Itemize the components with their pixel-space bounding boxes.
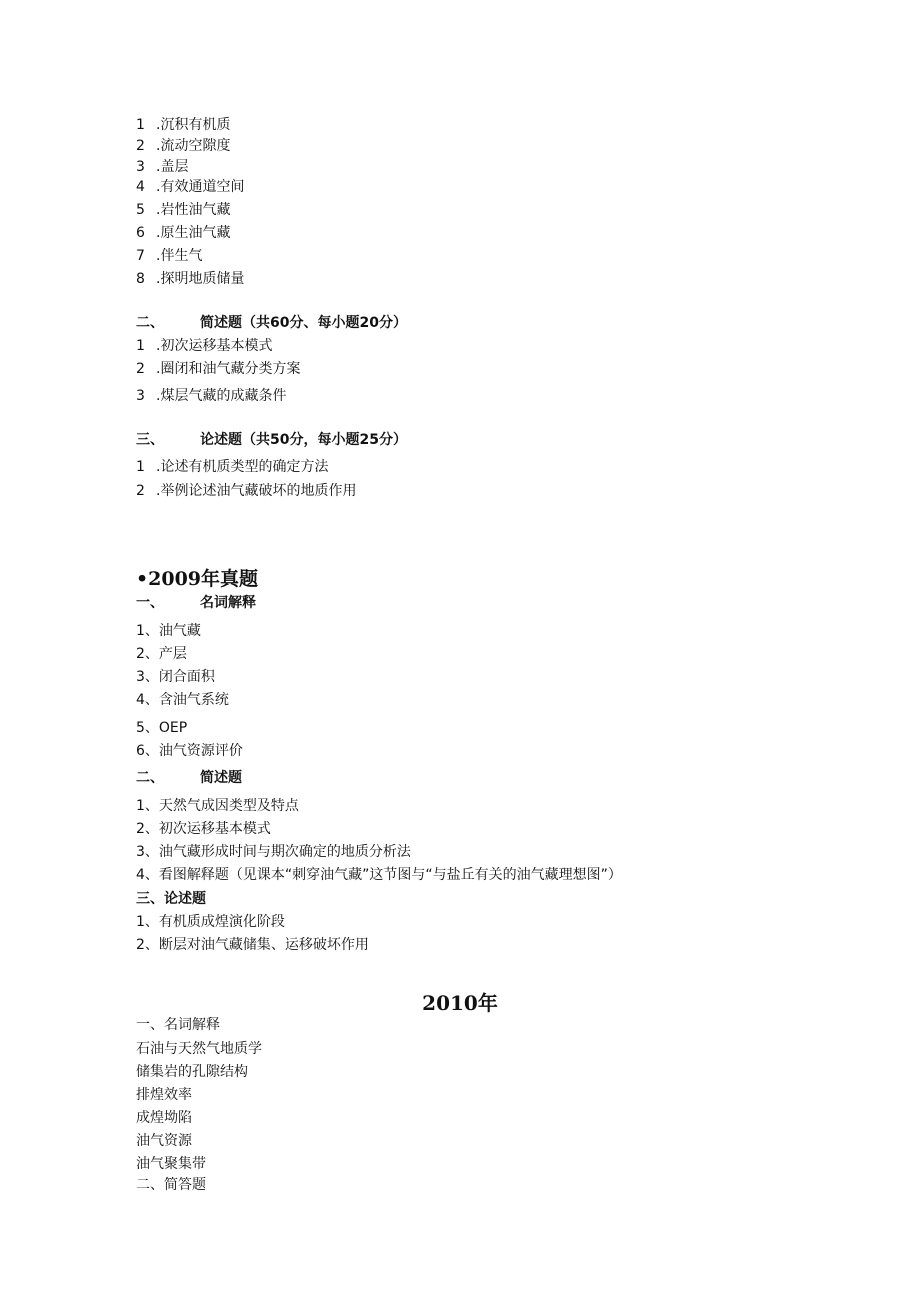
year2009-term-2: 2、产层 xyxy=(136,646,187,662)
term-item-4: 4 .有效通道空间 xyxy=(136,179,245,195)
term-item-1: 1 .沉积有机质 xyxy=(136,117,231,133)
year2009-essay-1: 1、有机质成煌演化阶段 xyxy=(136,914,285,930)
year2010-term-5: 油气资源 xyxy=(136,1133,192,1149)
year2009-section2-heading: 二、 简述题 xyxy=(136,770,242,786)
term-item-8: 8 .探明地质储量 xyxy=(136,271,245,287)
year2010-term-3: 排煌效率 xyxy=(136,1087,192,1103)
year2009-section3-heading: 三、论述题 xyxy=(136,891,206,907)
year-2009-heading: •2009年真题 xyxy=(136,568,259,590)
year2009-term-1: 1、油气藏 xyxy=(136,623,201,639)
section3-item-1: 1 .论述有机质类型的确定方法 xyxy=(136,459,329,475)
year2009-term-6: 6、油气资源评价 xyxy=(136,743,243,759)
term-item-5: 5 .岩性油气藏 xyxy=(136,202,231,218)
year2010-term-6: 油气聚集带 xyxy=(136,1156,206,1172)
year2009-term-5: 5、OEP xyxy=(136,720,188,736)
term-item-3: 3 .盖层 xyxy=(136,159,189,175)
section2-heading: 二、 简述题（共60分、每小题20分） xyxy=(136,315,407,331)
term-item-7: 7 .伴生气 xyxy=(136,248,203,264)
term-item-6: 6 .原生油气藏 xyxy=(136,225,231,241)
section3-item-2: 2 .举例论述油气藏破坏的地质作用 xyxy=(136,483,357,499)
year2010-section1-heading: 一、名词解释 xyxy=(136,1017,220,1033)
section2-item-2: 2 .圈闭和油气藏分类方案 xyxy=(136,361,301,377)
year2009-question-3: 3、油气藏形成时间与期次确定的地质分析法 xyxy=(136,844,411,860)
year2009-question-1: 1、天然气成因类型及特点 xyxy=(136,798,299,814)
year2009-term-3: 3、闭合面积 xyxy=(136,669,215,685)
section3-heading: 三、 论述题（共50分，每小题25分） xyxy=(136,432,407,448)
term-item-2: 2 .流动空隙度 xyxy=(136,138,231,154)
year2010-term-2: 储集岩的孔隙结构 xyxy=(136,1064,248,1080)
year2009-essay-2: 2、断层对油气藏储集、运移破坏作用 xyxy=(136,937,369,953)
section2-item-3: 3 .煤层气藏的成藏条件 xyxy=(136,388,287,404)
year-2010-heading: 2010年 xyxy=(422,991,498,1015)
year2009-question-2: 2、初次运移基本模式 xyxy=(136,821,271,837)
year2009-term-4: 4、含油气系统 xyxy=(136,692,229,708)
year2010-section2-heading: 二、简答题 xyxy=(136,1177,206,1193)
year2010-term-1: 石油与天然气地质学 xyxy=(136,1041,262,1057)
year2009-question-4: 4、看图解释题（见课本“刺穿油气藏”这节图与“与盐丘有关的油气藏理想图”） xyxy=(136,867,622,883)
year2010-term-4: 成煌坳陷 xyxy=(136,1110,192,1126)
section2-item-1: 1 .初次运移基本模式 xyxy=(136,338,273,354)
year2009-section1-heading: 一、 名词解释 xyxy=(136,595,256,611)
